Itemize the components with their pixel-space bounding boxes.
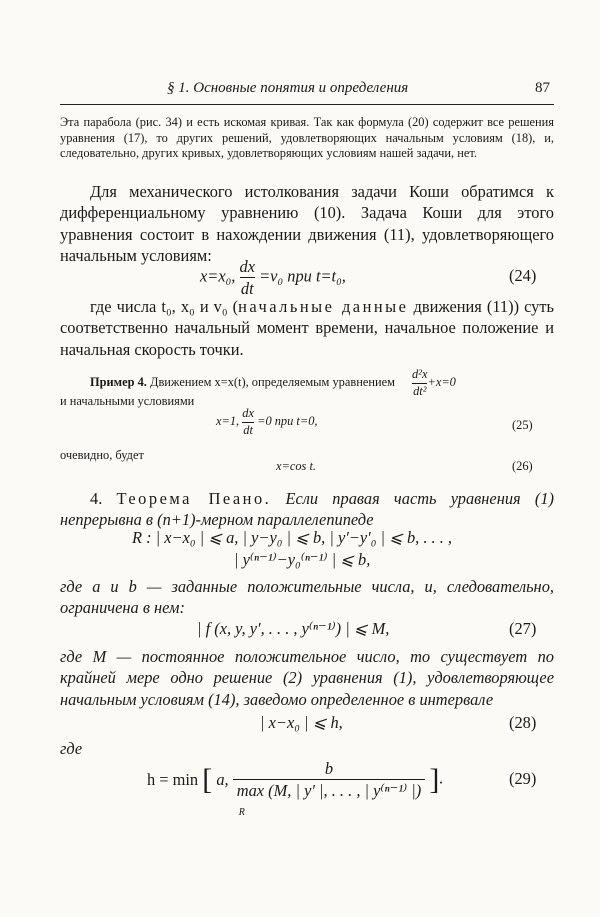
ex4-num: d²x xyxy=(412,367,428,381)
eq25-den: dt xyxy=(243,422,253,437)
eq29-sub: R xyxy=(238,807,245,818)
parallelepiped-line2: | y⁽ⁿ⁻¹⁾−y₀⁽ⁿ⁻¹⁾ | ⩽ b, xyxy=(234,550,371,569)
where-h: где xyxy=(60,739,83,758)
page-number: 87 xyxy=(535,80,550,96)
equation-27: | f (x, y, y′, . . . , y⁽ⁿ⁻¹⁾) | ⩽ M, xyxy=(197,619,390,638)
example4-line2: и начальными условиями xyxy=(60,394,195,408)
equation-26: x=cos t. xyxy=(276,459,317,473)
top-paragraph: Эта парабола (рис. 34) и есть искомая кривая. Так как формула (20) содержит все решения уравнения (17), то других решений, удовлетворяющих начальным условиям (18), и, следовательно, других кривых, удовлетворяющих условиям нашей задачи, нет. xyxy=(60,115,554,160)
nd-before: где числа t₀, x₀ и v₀ ( xyxy=(90,297,239,316)
example4-line3: очевидно, будет xyxy=(60,448,144,462)
eq29-a: a, xyxy=(216,770,229,790)
eq26-number: (26) xyxy=(512,459,533,473)
theorem-name: Теорема Пеано. xyxy=(116,489,272,508)
initial-data-paragraph xyxy=(60,296,554,360)
eq29-left: h = min xyxy=(147,770,199,790)
nd-spaced: начальные данные xyxy=(238,297,409,316)
theorem-statement xyxy=(60,488,554,531)
equation-28: | x−x₀ | ⩽ h, xyxy=(260,713,343,732)
equation-25 xyxy=(216,406,318,438)
nd-after: движения (11)) суть соответственно начальный момент времени, начальное положение и начальная скорость точки. xyxy=(60,297,555,359)
where-ab-paragraph: где a и b — заданные положительные числа, и, следовательно, ограничена в нем: xyxy=(60,577,554,618)
example4-fraction xyxy=(412,367,427,399)
eq24-left: x=x₀, xyxy=(200,266,236,286)
eq29-bracket-left: [ xyxy=(202,763,213,797)
eq24-den: dt xyxy=(240,279,254,299)
equation-24 xyxy=(200,256,346,300)
eq29-bracket-right: ] xyxy=(429,763,440,797)
ex4-den: dt² xyxy=(413,383,427,398)
eq25-left: x=1, xyxy=(216,413,240,428)
running-header xyxy=(60,78,554,105)
eq24-number: (24) xyxy=(509,266,537,285)
eq29-den: max (M, | y′ |, . . . , | y⁽ⁿ⁻¹⁾ |) xyxy=(233,779,425,801)
eq29-number: (29) xyxy=(509,769,537,788)
theorem-text: Если правая часть уравнения (1) непрерывна в (n+1)-мерном параллелепипеде xyxy=(60,489,554,530)
equation-29: h = min [ a, b max (M, | y′ |, . . . , | y⁽ⁿ⁻¹⁾ |) R ]. xyxy=(147,758,443,802)
eq27-number: (27) xyxy=(509,619,537,638)
parallelepiped-line1: R : | x−x₀ | ⩽ a, | y−y₀ | ⩽ b, | y′−y′₀ | ⩽ b, . . . , xyxy=(132,528,453,547)
example4-label: Пример 4. xyxy=(90,374,147,389)
theorem-number: 4. xyxy=(90,489,103,508)
eq24-fraction xyxy=(240,256,255,300)
eq25-fraction xyxy=(242,406,254,438)
eq25-num: dx xyxy=(242,406,254,420)
eq24-rest: =v₀ при t=t₀, xyxy=(259,266,346,286)
where-M-paragraph: где M — постоянное положительное число, то существует по крайней мере одно решение (2) уравнения (1), удовлетворяющее начальным условиям (14), заведомо определенное в интервале xyxy=(60,647,554,709)
eq25-rest: =0 при t=0, xyxy=(257,413,318,428)
eq24-num: dx xyxy=(239,257,256,276)
eq25-number: (25) xyxy=(512,418,533,432)
mechanics-paragraph: Для механического истолкования задачи Коши обратимся к дифференциальному уравнению (10). Задача Коши для этого уравнения состоит в нахождении движения (11), удовлетворяющего начальным условиям: xyxy=(60,182,554,265)
ex4-tail: +x=0 xyxy=(427,374,456,389)
example4-text: Движением x=x(t), определяемым уравнением xyxy=(150,374,395,389)
header-title: § 1. Основные понятия и определения xyxy=(167,80,409,96)
eq28-number: (28) xyxy=(509,713,537,732)
eq29-num: b xyxy=(324,759,334,778)
